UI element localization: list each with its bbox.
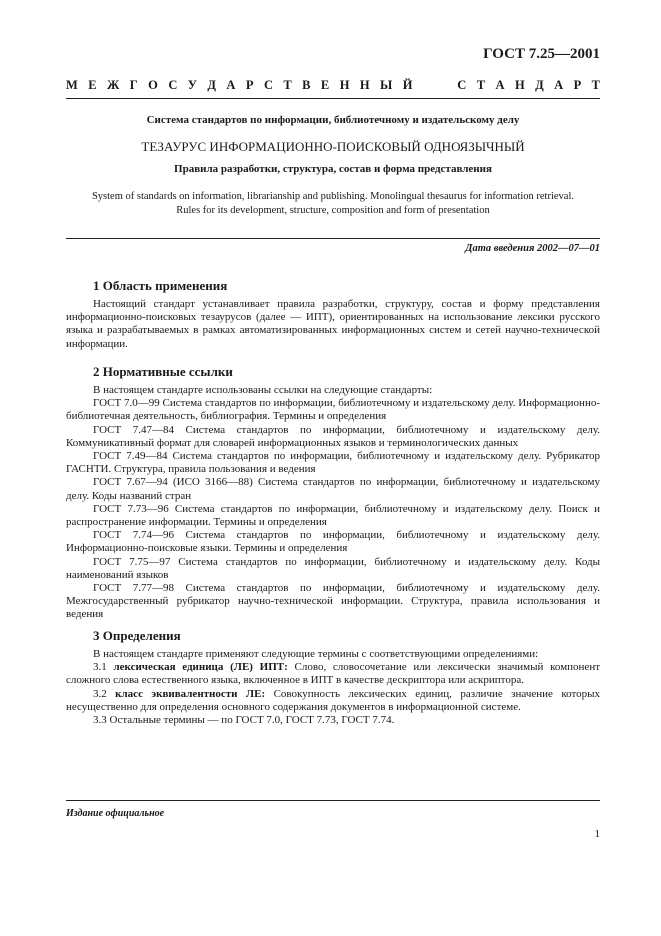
banner-word-1-letter: С [263,78,273,92]
banner-word-1-letter: С [168,78,178,92]
official-edition-note: Издание официальное [66,808,165,819]
definition-3-2 [66,688,600,714]
banner-word-1-letter: М [66,78,78,92]
reference-gost-7-75: ГОСТ 7.75—97 Система стандартов по информации, библиотечному и издательскому делу. Коды наименований языков [66,555,600,581]
banner-word-2-letter: А [554,78,564,92]
banner-word-2-letter: А [495,78,505,92]
introduction-date: Дата введения 2002—07—01 [465,243,600,254]
banner-word-1-letter: Н [359,78,370,92]
reference-gost-7-47: ГОСТ 7.47—84 Система стандартов по информации, библиотечному и издательскому делу. Коммуникативный формат для словарей информационных языков и терминологических данных [66,423,600,449]
reference-gost-7-73: ГОСТ 7.73—96 Система стандартов по информации, библиотечному и издательскому делу. Поиск и распространение информации. Термины и определения [66,502,600,529]
definition-3-3: 3.3 Остальные термины — по ГОСТ 7.0, ГОСТ 7.73, ГОСТ 7.74. [93,714,395,727]
banner-word-2-letter: Н [514,78,525,92]
document-title: ТЕЗАУРУС ИНФОРМАЦИОННО-ПОИСКОВЫЙ ОДНОЯЗЫЧНЫЙ [141,139,525,154]
section-3-intro: В настоящем стандарте применяют следующие термины с соответствующими определениями: [93,648,539,660]
system-title: Система стандартов по информации, библиотечному и издательскому делу [146,114,520,126]
banner-word-1-letter: Н [339,78,350,92]
reference-gost-7-77: ГОСТ 7.77—98 Система стандартов по информации, библиотечному и издательскому делу. Межгосударственный рубрикатор научно-технической информации. Структура, правила использования и ведения [66,582,600,621]
interstate-standard-banner [66,78,600,93]
definition-3-2-text: Совокупность лексических единиц, различие значение которых несущественно для определения основного содержания документов в информационной системе. [66,687,601,713]
banner-word-2-letter: Р [573,78,582,92]
english-title-line-2: Rules for its development, structure, composition and form of presentation [176,205,490,216]
banner-word-1-letter: У [187,78,197,92]
banner-word-1-letter: В [302,78,311,92]
definition-3-1-number: 3.1 [93,661,107,674]
reference-gost-7-0: ГОСТ 7.0—99 Система стандартов по информации, библиотечному и издательскому делу. Информационно-библиотечная деятельность, библиография. Термины и определения [66,397,600,423]
banner-word-1-letter: Д [207,78,216,92]
document-subtitle: Правила разработки, структура, состав и форма представления [174,163,492,175]
section-3-heading: 3 Определения [93,628,181,643]
banner-word-1-letter: Р [245,78,254,92]
banner-word-1-letter: А [226,78,236,92]
section-2-body [66,384,600,622]
page-number: 1 [594,828,600,840]
section-3-body [66,648,600,727]
definition-3-2-number: 3.2 [93,687,107,700]
section-2-heading: 2 Нормативные ссылки [93,364,233,379]
banner-word-2-letter: Т [591,78,600,92]
banner-word-1-letter: Ы [380,78,393,92]
banner-word-1-letter: Г [129,78,138,92]
english-title-line-1: System of standards on information, librarianship and publishing. Monolingual thesaurus for information retrieval. [91,191,575,202]
banner-word-2-letter: Т [476,78,486,92]
banner-word-1-letter: Ж [107,78,120,92]
section-1-text: Настоящий стандарт устанавливает правила разработки, структуру, состав и форму представления информационно-поисковых тезаурусов (далее — ИПТ), ориентированных на использование лексики русского языка и разрабатываемых в рамках автоматизированных информационных систем и сетей научно-технической информации. [66,298,600,350]
reference-gost-7-67: ГОСТ 7.67—94 (ИСО 3166—88) Система стандартов по информации, библиотечному и издательскому делу. Коды названий стран [66,476,600,502]
definition-3-1 [66,661,600,687]
banner-word-2-letter: Д [535,78,544,92]
banner-word-1-letter: Е [320,78,330,92]
banner-word-1-letter: Й [402,78,413,92]
top-rule [66,98,600,99]
footer-rule [66,800,600,801]
reference-gost-7-49: ГОСТ 7.49—84 Система стандартов по информации, библиотечному и издательскому делу. Рубрикатор ГАСНТИ. Структура, правила пользования и ведения [66,450,600,476]
banner-word-1-letter: О [148,78,158,92]
banner-word-1-letter: Т [283,78,292,92]
english-title [66,190,600,218]
date-rule [66,238,600,239]
banner-word-gap [423,78,447,93]
banner-word-2-letter: С [457,78,467,92]
section-1-heading: 1 Область применения [93,278,228,293]
standard-code: ГОСТ 7.25—2001 [483,46,600,62]
reference-gost-7-74: ГОСТ 7.74—96 Система стандартов по информации, библиотечному и издательскому делу. Информационно-поисковые языки. Термины и определения [66,529,600,555]
banner-word-1-letter: Е [88,78,97,92]
definition-3-1-text: Слово, словосочетание или лексически значимый компонент сложного слова естественного языка, включенное в ИПТ в качестве дескриптора или аскриптора. [66,661,601,687]
definition-3-2-term: класс эквивалентности ЛЕ: [115,687,266,700]
section-2-intro: В настоящем стандарте использованы ссылки на следующие стандарты: [93,384,433,396]
definition-3-1-term: лексическая единица (ЛЕ) ИПТ: [113,661,288,674]
